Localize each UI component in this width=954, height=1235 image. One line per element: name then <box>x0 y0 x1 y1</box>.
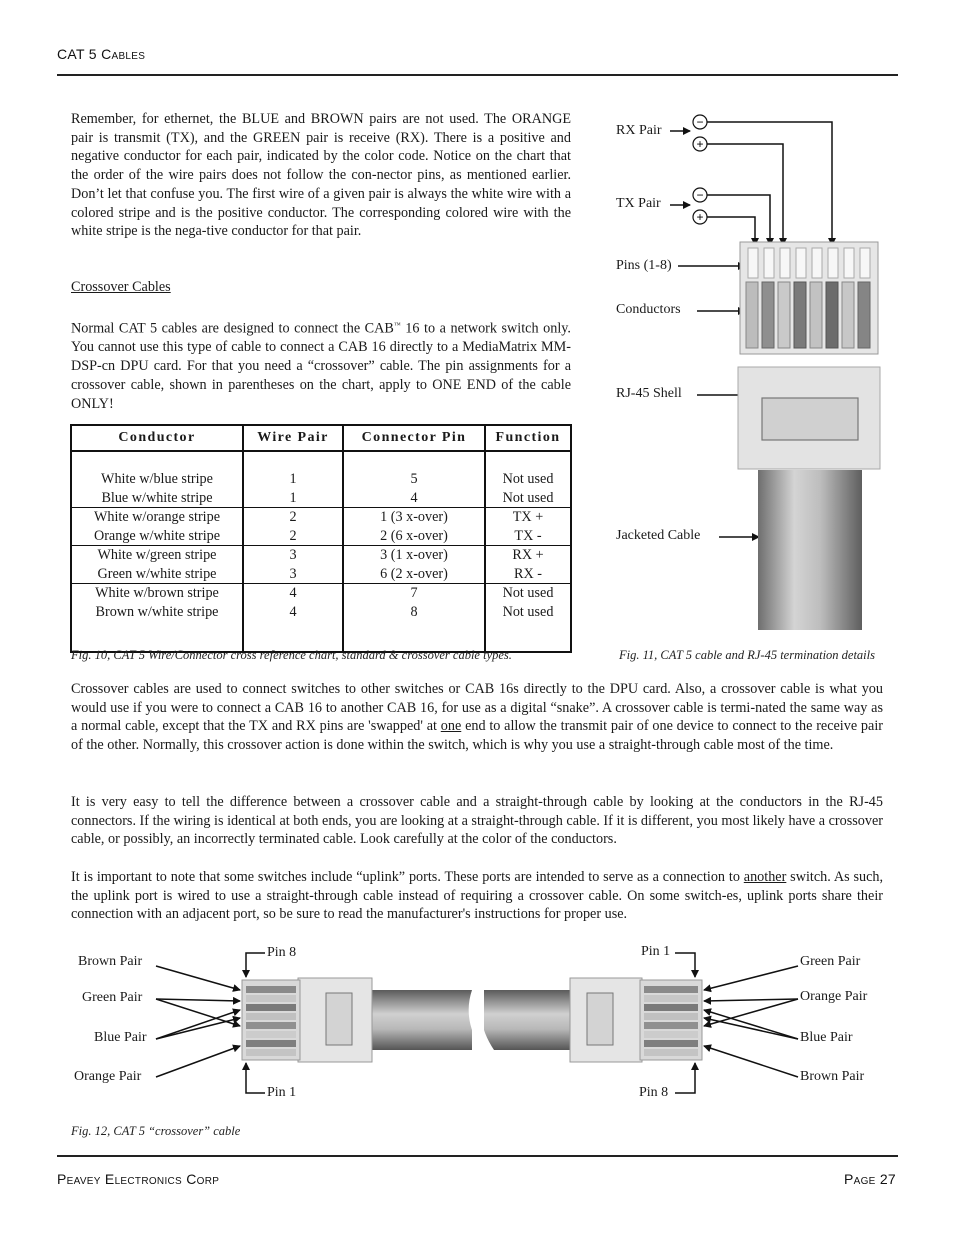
wire-pair-cell: 4 <box>289 585 297 601</box>
function-cell: Not used <box>502 471 554 487</box>
p2-text: It is very easy to tell the difference between a crossover cable and a straight-through cable by looking at the conductors in the RJ-45 connectors. If the wiring is identical at both ends, you are looking at a straight-through cable. If it is different, you most likely have a crossover cable, or possibly, an incorrectly terminated cable. Look carefully at the color of the conductors. <box>71 794 883 848</box>
conductor-cell: White w/brown stripe <box>95 585 219 601</box>
conductor-cell: White w/green stripe <box>97 547 217 563</box>
function-cell: Not used <box>502 603 554 620</box>
left-pin1-label: Pin 1 <box>267 1085 297 1100</box>
right-brown-arrow <box>704 1046 798 1077</box>
wire-pair-cell: 1 <box>289 489 297 506</box>
tx-minus-lead <box>707 195 770 245</box>
rx-pair-label: RX Pair <box>616 123 662 138</box>
function-cell: RX + <box>512 547 544 563</box>
right-blue-arrow-b <box>704 1018 798 1039</box>
function-cell: Not used <box>502 585 554 601</box>
left-brown-pair-label: Brown Pair <box>78 954 143 969</box>
connector-pin-cell: 1 (3 x-over) <box>380 509 448 525</box>
crossover-cable-right <box>484 990 574 1050</box>
connector-pin-cell: 7 <box>410 585 418 601</box>
right-orange-pair-label: Orange Pair <box>800 989 868 1004</box>
rx-plus-sign: + <box>696 137 704 151</box>
fig10-caption: Fig. 10, CAT 5 Wire/Connector cross reference chart, standard & crossover cable types. <box>71 648 512 662</box>
trademark-mark: ™ <box>393 321 401 329</box>
function-cell: RX - <box>514 565 542 582</box>
conductor-cell: White w/orange stripe <box>93 509 221 525</box>
left-green-arrow-a <box>156 999 240 1001</box>
left-orange-pair-label: Orange Pair <box>74 1069 142 1084</box>
wire-pair-cell: 3 <box>289 565 297 582</box>
wire-pair-cell: 2 <box>289 527 297 544</box>
function-cell: TX - <box>514 527 542 544</box>
right-boot-window <box>587 993 613 1045</box>
connector-pin-cell: 2 (6 x-over) <box>380 527 448 544</box>
rj45-shell-label: RJ-45 Shell <box>616 386 682 401</box>
conductor-cell: Blue w/white stripe <box>101 489 213 506</box>
wire-pair-cell: 4 <box>289 603 297 620</box>
right-green-pair-label: Green Pair <box>800 954 861 969</box>
header-conductor: Conductor <box>71 425 243 451</box>
right-pin1-label: Pin 1 <box>641 944 671 959</box>
header-connector-pin: Connector Pin <box>343 425 485 451</box>
tx-pair-label: TX Pair <box>616 196 661 211</box>
jacketed-cable <box>758 470 862 630</box>
left-pin8-arrow <box>246 953 265 977</box>
right-green-arrow <box>704 966 798 990</box>
wire-pair-cell: 1 <box>289 471 297 487</box>
footer-page-number: Page 27 <box>843 1171 896 1187</box>
right-pin8-label: Pin 8 <box>639 1085 669 1100</box>
footer-rule <box>57 1155 898 1157</box>
function-cell: Not used <box>502 489 554 506</box>
intro-text: Remember, for ethernet, the BLUE and BROWN pairs are not used. The ORANGE pair is transmit (TX), and the GREEN pair is receive (RX). There is a positive and negative conductor for each pair, indicated by the color code. Notice on the chart that the order of the wire pairs does not follow the con-nector pins, as mentioned earlier. Don’t let that confuse you. The first wire of a given pair is always the white wire with a colored stripe and is the positive conductor. The corresponding colored wire with the white stripe is the nega-tive conductor for that pair. <box>71 111 571 240</box>
left-green-pair-label: Green Pair <box>82 990 143 1005</box>
crossover-text-b: 16 to a network switch only. You cannot use this type of cable to connect a CAB 16 directly to a MediaMatrix MM-DSP-cn DPU card. For that you need a “crossover” cable. The pin assignments for a crossover cable, shown in parentheses on the chart, apply to ONE END of the cable ONLY! <box>71 320 571 412</box>
footer-company: Peavey Electronics Corp <box>57 1171 220 1187</box>
connector-pin-cell: 5 <box>410 471 418 487</box>
identification-paragraph <box>71 793 883 849</box>
page-header-title: CAT 5 Cables <box>57 46 146 62</box>
p3-text: It is important to note that some switches include “uplink” ports. These ports are intended to serve as a connection to <box>71 869 744 885</box>
function-cell: TX + <box>512 509 544 525</box>
pins-label: Pins (1-8) <box>616 258 672 273</box>
p3-end-text: switch. As such, the uplink port is wired to use a straight-through cable instead of requiring a crossover cable. On some switch-es, uplink ports share their connection with an adjacent port, so be sure to read the manufacturer's instructions for proper use. <box>71 869 884 923</box>
right-pin1-arrow <box>675 953 695 977</box>
crossover-text-a: Normal CAT 5 cables are designed to connect the CAB <box>71 320 394 337</box>
connector-pin-cell: 3 (1 x-over) <box>380 547 448 563</box>
right-pin8-arrow <box>675 1063 695 1093</box>
tx-plus-lead <box>707 217 755 245</box>
jacketed-cable-label: Jacketed Cable <box>616 528 701 543</box>
crossover-heading: Crossover Cables <box>71 279 171 295</box>
left-blue-arrow-b <box>156 1018 240 1039</box>
left-pin1-arrow <box>246 1063 265 1093</box>
left-pin8-label: Pin 8 <box>267 945 297 960</box>
right-orange-arrow-a <box>704 999 798 1001</box>
crossover-usage-paragraph <box>71 680 883 755</box>
conductors-label: Conductors <box>616 302 681 317</box>
crossover-cable-left <box>370 990 472 1050</box>
left-blue-arrow-a <box>156 1010 240 1039</box>
uplink-paragraph <box>71 868 883 924</box>
right-blue-pair-label: Blue Pair <box>800 1030 853 1045</box>
connector-pin-cell: 6 (2 x-over) <box>380 565 448 582</box>
p1-underline: one <box>440 718 462 735</box>
fig11-caption: Fig. 11, CAT 5 cable and RJ-45 termination details <box>619 648 875 662</box>
left-brown-arrow <box>156 966 240 990</box>
rj45-pin-block <box>740 242 878 354</box>
tx-plus-sign: + <box>696 210 704 224</box>
conductor-cell: Orange w/white stripe <box>93 527 221 544</box>
left-orange-arrow <box>156 1046 240 1077</box>
p3-underline: another <box>743 869 787 885</box>
connector-pin-cell: 4 <box>410 489 418 506</box>
left-green-arrow-b <box>156 999 240 1026</box>
right-brown-pair-label: Brown Pair <box>800 1069 865 1084</box>
tx-minus-sign: − <box>696 188 704 202</box>
wire-pair-cell: 2 <box>289 509 297 525</box>
rx-minus-sign: − <box>696 115 704 129</box>
fig12-caption: Fig. 12, CAT 5 “crossover” cable <box>71 1124 241 1138</box>
conductor-cell: Green w/white stripe <box>97 565 217 582</box>
p1-text: Crossover cables are used to connect switches to other switches or CAB 16s directly to the DPU card. Also, a crossover cable is what you would use if you were to connect a CAB 16 to another CAB 16, for use as a digital “snake”. A crossover cable is termi-nated the same way as a normal cable, except that the TX and RX pins are 'swapped' at <box>71 681 883 735</box>
left-blue-pair-label: Blue Pair <box>94 1030 147 1045</box>
wire-pair-cell: 3 <box>289 547 297 563</box>
header-wire-pair: Wire Pair <box>243 425 343 451</box>
conductor-cell: White w/blue stripe <box>101 471 213 487</box>
connector-pin-cell: 8 <box>410 603 418 620</box>
right-orange-arrow-b <box>704 999 798 1026</box>
left-boot-window <box>326 993 352 1045</box>
rj45-shell-window <box>762 398 858 440</box>
header-function: Function <box>485 425 571 451</box>
right-blue-arrow-a <box>704 1010 798 1039</box>
conductor-cell: Brown w/white stripe <box>95 603 219 620</box>
p1-end-text: end to allow the transmit pair of one device to connect to the receive pair of the other. Normally, this crossover action is done within the switch, which is why you use a straight-through cable most of the time. <box>71 718 883 754</box>
